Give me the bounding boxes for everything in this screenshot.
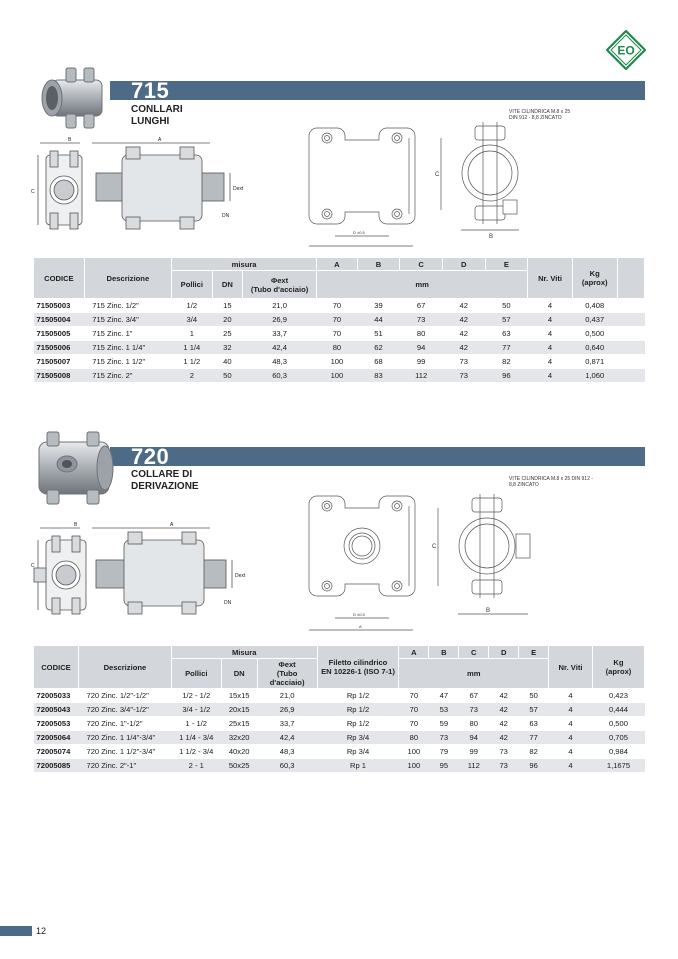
page-number-bar	[0, 926, 32, 936]
table-row	[34, 731, 645, 745]
col-d: D	[489, 646, 519, 659]
product-title-715	[131, 104, 183, 128]
cell-a: 100	[317, 355, 358, 369]
cell-phi: 60,3	[243, 369, 317, 383]
cell-c: 67	[400, 299, 443, 313]
cell-filetto: Rp 3/4	[317, 745, 399, 759]
spec-table-720	[33, 645, 645, 773]
col-misura: misura	[172, 258, 317, 271]
cell-blank	[617, 299, 644, 313]
cell-filetto: Rp 3/4	[317, 731, 399, 745]
cell-d: 73	[489, 759, 519, 773]
dim-label-c: C	[31, 189, 35, 195]
cell-e: 57	[519, 703, 549, 717]
cell-desc: 715 Zinc. 1 1/2"	[84, 355, 171, 369]
cell-phi: 42,4	[257, 731, 317, 745]
cell-code: 71505003	[34, 299, 85, 313]
cell-b: 44	[357, 313, 400, 327]
cell-e: 63	[485, 327, 528, 341]
cell-d: 42	[489, 689, 519, 703]
cell-c: 73	[400, 313, 443, 327]
table-row	[34, 717, 645, 731]
table-row	[34, 369, 645, 383]
logo-text: EO	[617, 43, 635, 58]
cell-desc: 720 Zinc. 1 1/2"-3/4"	[78, 745, 171, 759]
cell-phi: 21,0	[243, 299, 317, 313]
cell-kg: 0,408	[572, 299, 617, 313]
col-phiext-line1: Φext	[270, 275, 289, 285]
dim-label-a-front: A	[359, 624, 362, 629]
cell-pollici: 2 - 1	[171, 759, 221, 773]
screw-note-line1: VITE CILINDRICA M.8 x 25 DIN 912 -	[509, 476, 593, 482]
screw-note-715	[509, 109, 570, 121]
screw-note-line2: 8,8 ZINCATO	[509, 482, 539, 488]
cell-pollici: 2	[172, 369, 213, 383]
spec-table-715	[33, 257, 645, 383]
cell-phi: 26,9	[243, 313, 317, 327]
table-row	[34, 341, 645, 355]
cell-pollici: 1/2 - 1/2	[171, 689, 221, 703]
cell-kg: 0,423	[592, 689, 644, 703]
cell-viti: 4	[528, 369, 573, 383]
col-c: C	[400, 258, 443, 271]
cell-e: 63	[519, 717, 549, 731]
cell-phi: 21,0	[257, 689, 317, 703]
dim-label-c-section: C	[435, 172, 440, 178]
cell-b: 95	[429, 759, 459, 773]
cell-dn: 25x15	[221, 717, 257, 731]
cell-e: 50	[485, 299, 528, 313]
cell-b: 68	[357, 355, 400, 369]
cell-phi: 48,3	[243, 355, 317, 369]
col-e: E	[519, 646, 549, 659]
eo-logo	[606, 30, 646, 70]
dim-label-dext: Dext	[235, 573, 246, 579]
col-phiext	[257, 659, 317, 689]
table-row	[34, 745, 645, 759]
cell-a: 100	[317, 369, 358, 383]
cell-kg: 0,500	[592, 717, 644, 731]
cell-kg: 1,1675	[592, 759, 644, 773]
col-kg-line2: (aprox)	[581, 278, 608, 287]
dim-label-b: B	[74, 522, 78, 528]
cell-desc: 720 Zinc. 3/4"-1/2"	[78, 703, 171, 717]
page-number: 12	[36, 926, 47, 936]
table-row	[34, 703, 645, 717]
cell-e: 50	[519, 689, 549, 703]
cell-desc: 715 Zinc. 2"	[84, 369, 171, 383]
cell-code: 72005033	[34, 689, 79, 703]
cell-c: 73	[459, 703, 489, 717]
screw-note-line2: DIN 912 - 8,8 ZINCATO	[509, 115, 562, 121]
cell-blank	[617, 327, 644, 341]
cell-dn: 50x25	[221, 759, 257, 773]
cell-viti: 4	[528, 355, 573, 369]
cell-viti: 4	[549, 717, 593, 731]
table-row	[34, 689, 645, 703]
cell-desc: 715 Zinc. 1 1/4"	[84, 341, 171, 355]
section-band-715	[110, 78, 645, 103]
col-kg	[592, 646, 644, 689]
col-filetto-line2: EN 10226-1 (ISO 7-1)	[321, 667, 395, 676]
cell-e: 57	[485, 313, 528, 327]
screw-note-720	[509, 476, 593, 488]
dim-label-c-section: C	[432, 544, 437, 550]
cell-desc: 720 Zinc. 2"-1"	[78, 759, 171, 773]
technical-drawing-720-front	[305, 488, 420, 633]
cell-pollici: 1/2	[172, 299, 213, 313]
cell-e: 96	[485, 369, 528, 383]
cell-e: 96	[519, 759, 549, 773]
cell-pollici: 1 1/2 - 3/4	[171, 745, 221, 759]
dim-label-c: C	[31, 563, 35, 569]
cell-blank	[617, 341, 644, 355]
cell-desc: 720 Zinc. 1/2"-1/2"	[78, 689, 171, 703]
technical-drawing-715-front	[305, 118, 420, 248]
product-title-line1: CONLLARI	[131, 104, 183, 115]
cell-dn: 50	[212, 369, 242, 383]
col-misura: Misura	[171, 646, 317, 659]
dim-label-b: B	[68, 137, 72, 143]
col-d: D	[442, 258, 485, 271]
cell-a: 70	[317, 327, 358, 341]
cell-filetto: Rp 1/2	[317, 717, 399, 731]
product-title-line2: DERIVAZIONE	[131, 481, 199, 492]
cell-dn: 32	[212, 341, 242, 355]
col-dn: DN	[221, 659, 257, 689]
cell-pollici: 3/4	[172, 313, 213, 327]
cell-viti: 4	[528, 341, 573, 355]
col-dn: DN	[212, 271, 242, 299]
col-kg	[572, 258, 617, 299]
col-filetto	[317, 646, 399, 689]
product-title-line1: COLLARE DI	[131, 469, 193, 480]
section-band-720	[110, 444, 645, 469]
cell-code: 71505005	[34, 327, 85, 341]
cell-code: 71505007	[34, 355, 85, 369]
cell-pollici: 1	[172, 327, 213, 341]
cell-d: 42	[442, 327, 485, 341]
screw-note-line1: VITE CILINDRICA M.8 x 25	[509, 109, 571, 115]
section-number-720: 720	[131, 444, 170, 469]
cell-dn: 20	[212, 313, 242, 327]
cell-c: 99	[400, 355, 443, 369]
cell-b: 73	[429, 731, 459, 745]
col-mm: mm	[399, 659, 549, 689]
dim-label-a: A	[170, 522, 174, 528]
col-descrizione: Descrizione	[78, 646, 171, 689]
dim-label-dn: DN	[224, 600, 232, 606]
cell-code: 71505008	[34, 369, 85, 383]
cell-a: 100	[399, 745, 429, 759]
cell-b: 53	[429, 703, 459, 717]
col-descrizione: Descrizione	[84, 258, 171, 299]
cell-dn: 20x15	[221, 703, 257, 717]
cell-blank	[617, 313, 644, 327]
col-nrviti: Nr. Viti	[549, 646, 593, 689]
cell-b: 59	[429, 717, 459, 731]
cell-d: 42	[442, 299, 485, 313]
cell-filetto: Rp 1	[317, 759, 399, 773]
cell-viti: 4	[549, 689, 593, 703]
cell-kg: 1,060	[572, 369, 617, 383]
cell-pollici: 3/4 - 1/2	[171, 703, 221, 717]
cell-pollici: 1 1/4 - 3/4	[171, 731, 221, 745]
cell-viti: 4	[549, 703, 593, 717]
table-row	[34, 327, 645, 341]
cell-e: 82	[485, 355, 528, 369]
col-pollici: Pollici	[172, 271, 213, 299]
cell-c: 80	[400, 327, 443, 341]
cell-kg: 0,437	[572, 313, 617, 327]
cell-b: 39	[357, 299, 400, 313]
cell-filetto: Rp 1/2	[317, 703, 399, 717]
cell-c: 112	[400, 369, 443, 383]
col-pollici: Pollici	[171, 659, 221, 689]
cell-kg: 0,500	[572, 327, 617, 341]
cell-code: 71505004	[34, 313, 85, 327]
table-row	[34, 313, 645, 327]
cell-desc: 715 Zinc. 3/4"	[84, 313, 171, 327]
cell-filetto: Rp 1/2	[317, 689, 399, 703]
dim-label-a: A	[158, 137, 162, 143]
col-phiext-line1: Φext	[278, 660, 296, 669]
cell-desc: 715 Zinc. 1/2"	[84, 299, 171, 313]
product-photo-720	[33, 428, 115, 508]
cell-d: 42	[442, 313, 485, 327]
cell-a: 100	[399, 759, 429, 773]
cell-a: 80	[317, 341, 358, 355]
cell-phi: 60,3	[257, 759, 317, 773]
cell-c: 80	[459, 717, 489, 731]
technical-drawing-715-side	[30, 135, 250, 240]
cell-a: 70	[399, 703, 429, 717]
cell-code: 71505006	[34, 341, 85, 355]
cell-a: 70	[399, 717, 429, 731]
cell-b: 51	[357, 327, 400, 341]
dim-label-b-section: B	[489, 234, 494, 240]
cell-pollici: 1 1/2	[172, 355, 213, 369]
cell-a: 70	[317, 299, 358, 313]
cell-d: 73	[442, 369, 485, 383]
cell-dn: 32x20	[221, 731, 257, 745]
cell-a: 70	[399, 689, 429, 703]
col-codice: CODICE	[34, 258, 85, 299]
cell-c: 94	[459, 731, 489, 745]
product-title-720	[131, 469, 199, 493]
cell-blank	[617, 369, 644, 383]
cell-c: 94	[400, 341, 443, 355]
cell-viti: 4	[528, 299, 573, 313]
cell-kg: 0,640	[572, 341, 617, 355]
cell-desc: 720 Zinc. 1"-1/2"	[78, 717, 171, 731]
col-blank	[617, 258, 644, 299]
cell-code: 72005053	[34, 717, 79, 731]
cell-phi: 48,3	[257, 745, 317, 759]
cell-code: 72005085	[34, 759, 79, 773]
cell-a: 80	[399, 731, 429, 745]
cell-code: 72005074	[34, 745, 79, 759]
cell-phi: 42,4	[243, 341, 317, 355]
col-phiext-line2: (Tubo d'acciaio)	[250, 284, 309, 294]
cell-c: 67	[459, 689, 489, 703]
cell-a: 70	[317, 313, 358, 327]
col-phiext	[243, 271, 317, 299]
product-title-line2: LUNGHI	[131, 116, 170, 127]
cell-b: 47	[429, 689, 459, 703]
cell-blank	[617, 355, 644, 369]
cell-b: 79	[429, 745, 459, 759]
cell-dn: 15	[212, 299, 242, 313]
cell-e: 77	[485, 341, 528, 355]
dim-label-dext: Dext	[233, 186, 244, 192]
col-filetto-line1: Filetto cilindrico	[328, 658, 388, 667]
cell-code: 72005043	[34, 703, 79, 717]
cell-e: 77	[519, 731, 549, 745]
cell-kg: 0,984	[592, 745, 644, 759]
cell-desc: 720 Zinc. 1 1/4"-3/4"	[78, 731, 171, 745]
cell-kg: 0,705	[592, 731, 644, 745]
cell-c: 112	[459, 759, 489, 773]
cell-d: 42	[489, 703, 519, 717]
col-kg-line1: Kg	[589, 269, 600, 278]
cell-kg: 0,871	[572, 355, 617, 369]
product-photo-715	[36, 62, 114, 134]
cell-d: 42	[489, 731, 519, 745]
technical-drawing-720-section	[432, 488, 542, 620]
col-codice: CODICE	[34, 646, 79, 689]
cell-kg: 0,444	[592, 703, 644, 717]
dim-label-b-section: B	[486, 608, 491, 614]
table-row	[34, 759, 645, 773]
cell-code: 72005064	[34, 731, 79, 745]
cell-e: 82	[519, 745, 549, 759]
cell-dn: 40x20	[221, 745, 257, 759]
technical-drawing-720-side	[30, 520, 250, 625]
col-e: E	[485, 258, 528, 271]
section-number-715: 715	[131, 78, 170, 103]
dim-label-tolerance: D ±0.5	[353, 230, 365, 235]
col-b: B	[357, 258, 400, 271]
col-b: B	[429, 646, 459, 659]
cell-c: 99	[459, 745, 489, 759]
cell-viti: 4	[549, 731, 593, 745]
cell-viti: 4	[528, 313, 573, 327]
col-kg-line2: (aprox)	[605, 667, 632, 676]
cell-phi: 26,9	[257, 703, 317, 717]
col-nrviti: Nr. Viti	[528, 258, 573, 299]
technical-drawing-715-section	[435, 118, 535, 240]
dim-label-tolerance: D ±0.5	[353, 612, 365, 617]
cell-pollici: 1 - 1/2	[171, 717, 221, 731]
table-row	[34, 355, 645, 369]
cell-desc: 715 Zinc. 1"	[84, 327, 171, 341]
cell-viti: 4	[528, 327, 573, 341]
col-phiext-line2: (Tubo d'acciaio)	[269, 669, 305, 687]
cell-b: 62	[357, 341, 400, 355]
cell-dn: 15x15	[221, 689, 257, 703]
col-kg-line1: Kg	[613, 658, 624, 667]
cell-viti: 4	[549, 745, 593, 759]
table-row	[34, 299, 645, 313]
cell-d: 42	[489, 717, 519, 731]
cell-phi: 33,7	[243, 327, 317, 341]
col-a: A	[399, 646, 429, 659]
cell-b: 83	[357, 369, 400, 383]
col-c: C	[459, 646, 489, 659]
col-mm: mm	[317, 271, 528, 299]
cell-d: 42	[442, 341, 485, 355]
cell-d: 73	[442, 355, 485, 369]
dim-label-dn: DN	[222, 213, 230, 219]
cell-viti: 4	[549, 759, 593, 773]
cell-phi: 33,7	[257, 717, 317, 731]
cell-dn: 40	[212, 355, 242, 369]
col-a: A	[317, 258, 358, 271]
cell-pollici: 1 1/4	[172, 341, 213, 355]
cell-d: 73	[489, 745, 519, 759]
cell-dn: 25	[212, 327, 242, 341]
